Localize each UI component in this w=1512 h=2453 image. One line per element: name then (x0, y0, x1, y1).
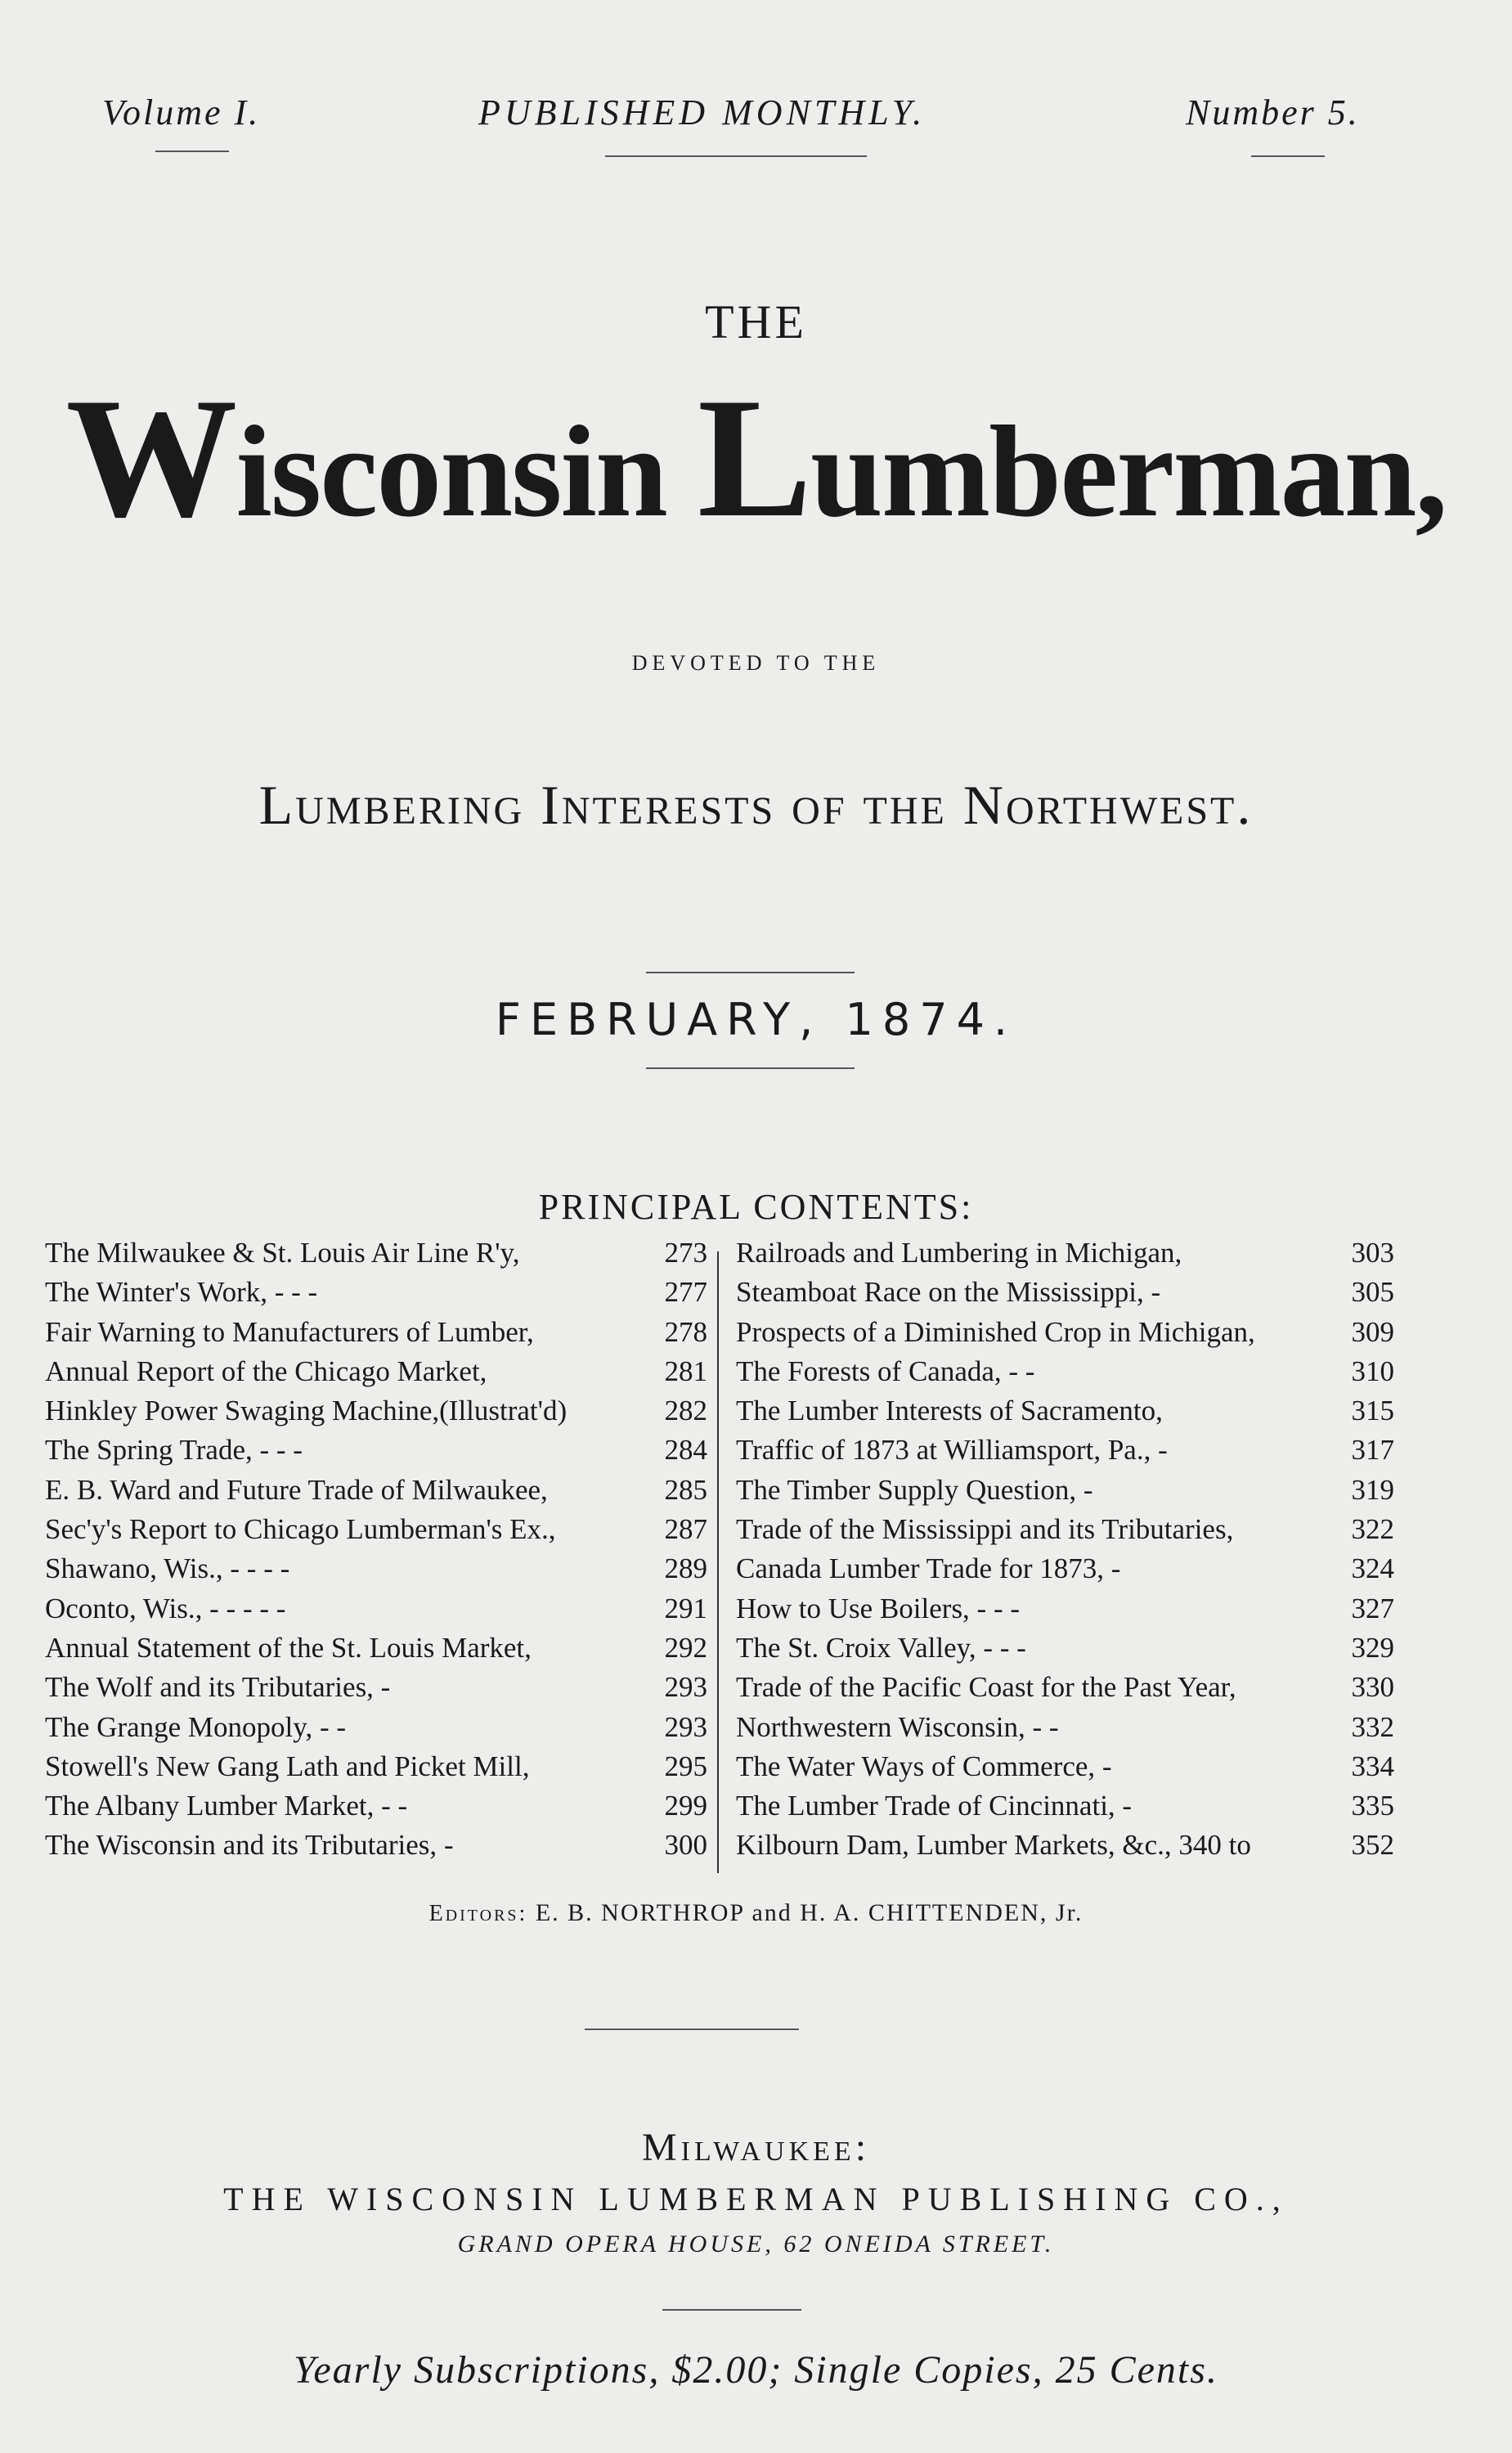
contents-entry (45, 1632, 707, 1671)
contents-entry (45, 1829, 707, 1868)
contents-entry-title: Fair Warning to Manufacturers of Lumber, (45, 1315, 534, 1348)
contents-entry (45, 1671, 707, 1710)
title-w-capital: W (65, 363, 236, 553)
contents-entry-title: Canada Lumber Trade for 1873, - (736, 1552, 1121, 1585)
contents-entry (45, 1750, 707, 1790)
contents-left-column (45, 1237, 707, 1869)
contents-entry-page: 330 (1351, 1671, 1394, 1704)
contents-entry-title: The St. Croix Valley, - - - (736, 1631, 1026, 1664)
contents-entry-title: The Grange Monopoly, - - (45, 1710, 347, 1743)
contents-entry-page: 284 (664, 1434, 707, 1467)
contents-entry (736, 1552, 1394, 1592)
contents-entry (736, 1829, 1394, 1868)
contents-entry-title: E. B. Ward and Future Trade of Milwaukee, (45, 1473, 548, 1506)
date-rule-top (646, 972, 855, 973)
title-l-rest: umberman, (810, 398, 1447, 544)
publisher-rule-bottom (662, 2309, 801, 2311)
publisher-rule-top (585, 2028, 799, 2030)
contents-entry (45, 1711, 707, 1750)
contents-entry (736, 1593, 1394, 1632)
contents-entry (736, 1276, 1394, 1315)
publication-title (0, 363, 1512, 553)
contents-entry-page: 309 (1351, 1315, 1394, 1348)
contents-entry-page: 335 (1351, 1790, 1394, 1822)
contents-entry (736, 1355, 1394, 1395)
contents-entry (736, 1711, 1394, 1750)
contents-entry-page: 334 (1351, 1750, 1394, 1782)
contents-entry-page: 322 (1351, 1513, 1394, 1546)
contents-entry (45, 1395, 707, 1434)
contents-entry (45, 1276, 707, 1315)
contents-entry (736, 1671, 1394, 1710)
contents-entry-page: 299 (664, 1790, 707, 1822)
contents-entry-page: 285 (664, 1473, 707, 1506)
contents-right-column (736, 1237, 1394, 1869)
contents-entry-page: 281 (664, 1355, 707, 1387)
contents-entry-page: 293 (664, 1671, 707, 1704)
contents-entry-page: 287 (664, 1513, 707, 1546)
contents-entry-title: Annual Statement of the St. Louis Market, (45, 1631, 532, 1664)
title-w-rest: isconsin (236, 398, 666, 544)
contents-entry-title: Northwestern Wisconsin, - - (736, 1710, 1059, 1743)
subscription-prices: Yearly Subscriptions, $2.00; Single Copies, 25 Cents. (294, 2348, 1218, 2392)
contents-entry-title: Trade of the Mississippi and its Tributaries, (736, 1513, 1234, 1546)
editors-names: E. B. NORTHROP and H. A. CHITTENDEN, Jr. (535, 1899, 1084, 1926)
contents-entry-page: 329 (1351, 1631, 1394, 1664)
contents-entry-page: 295 (664, 1750, 707, 1782)
contents-entry-page: 292 (664, 1631, 707, 1664)
contents-entry (45, 1316, 707, 1355)
contents-entry-title: Stowell's New Gang Lath and Picket Mill, (45, 1750, 530, 1782)
contents-entry-page: 352 (1351, 1829, 1394, 1862)
contents-entry-page: 291 (664, 1592, 707, 1624)
title-l-capital: L (697, 363, 810, 553)
contents-entry-title: The Wisconsin and its Tributaries, - (45, 1829, 454, 1862)
date-rule-bottom (646, 1067, 855, 1069)
volume-underline (155, 151, 229, 152)
contents-entry-page: 310 (1351, 1355, 1394, 1387)
contents-entry-title: Prospects of a Diminished Crop in Michigan, (736, 1315, 1255, 1348)
devoted-line: DEVOTED TO THE (631, 651, 881, 675)
contents-entry (736, 1632, 1394, 1671)
subtitle: Lumbering Interests of the Northwest. (258, 774, 1254, 836)
contents-entry-title: Oconto, Wis., - - - - - (45, 1592, 286, 1624)
publisher-address: GRAND OPERA HOUSE, 62 ONEIDA STREET. (457, 2231, 1055, 2258)
volume-label: Volume I. (102, 92, 261, 133)
publisher-name: THE WISCONSIN LUMBERMAN PUBLISHING CO., (223, 2181, 1289, 2217)
issue-date: FEBRUARY, 1874. (495, 994, 1017, 1045)
contents-entry (45, 1237, 707, 1276)
contents-entry-page: 315 (1351, 1395, 1394, 1427)
publisher-city: Milwaukee: (641, 2126, 871, 2169)
contents-entry (45, 1790, 707, 1829)
contents-heading: PRINCIPAL CONTENTS: (538, 1187, 974, 1227)
contents-entry (45, 1513, 707, 1552)
contents-entry-page: 277 (664, 1276, 707, 1309)
contents-entry-title: The Lumber Trade of Cincinnati, - (736, 1790, 1133, 1822)
contents-entry-title: Shawano, Wis., - - - - (45, 1552, 290, 1585)
contents-entry (45, 1434, 707, 1473)
contents-entry (736, 1790, 1394, 1829)
contents-entry-page: 278 (664, 1315, 707, 1348)
contents-entry-title: Sec'y's Report to Chicago Lumberman's Ex., (45, 1513, 556, 1546)
contents-entry-title: The Spring Trade, - - - (45, 1434, 303, 1467)
contents-entry-page: 303 (1351, 1237, 1394, 1269)
contents-entry-title: The Lumber Interests of Sacramento, (736, 1395, 1163, 1427)
issue-number-label: Number 5. (1186, 92, 1360, 133)
contents-entry-page: 332 (1351, 1710, 1394, 1743)
contents-entry-title: Kilbourn Dam, Lumber Markets, &c., 340 to (736, 1829, 1251, 1862)
contents-entry (45, 1355, 707, 1395)
frequency-underline (605, 155, 867, 157)
contents-entry-page: 293 (664, 1710, 707, 1743)
contents-entry-page: 289 (664, 1552, 707, 1585)
contents-entry (736, 1316, 1394, 1355)
contents-entry-title: The Forests of Canada, - - (736, 1355, 1035, 1387)
contents-entry-page: 273 (664, 1237, 707, 1269)
contents-entry-title: Annual Report of the Chicago Market, (45, 1355, 487, 1387)
title-article: THE (705, 295, 807, 348)
contents-entry (736, 1750, 1394, 1790)
contents-entry (45, 1474, 707, 1513)
contents-entry (736, 1513, 1394, 1552)
contents-entry-title: Traffic of 1873 at Williamsport, Pa., - (736, 1434, 1168, 1467)
contents-entry (736, 1237, 1394, 1276)
contents-entry-page: 319 (1351, 1473, 1394, 1506)
contents-entry-title: Railroads and Lumbering in Michigan, (736, 1237, 1182, 1269)
contents-entry-title: Hinkley Power Swaging Machine,(Illustrat'd) (45, 1395, 568, 1427)
contents-entry (45, 1552, 707, 1592)
contents-entry-title: The Timber Supply Question, - (736, 1473, 1093, 1506)
contents-entry-title: How to Use Boilers, - - - (736, 1592, 1021, 1624)
contents-entry-title: The Winter's Work, - - - (45, 1276, 318, 1309)
editors-line (0, 1899, 1512, 1927)
contents-entry-page: 324 (1351, 1552, 1394, 1585)
contents-entry-title: Steamboat Race on the Mississippi, - (736, 1276, 1161, 1309)
contents-entry-title: The Milwaukee & St. Louis Air Line R'y, (45, 1237, 520, 1269)
contents-entry-title: The Water Ways of Commerce, - (736, 1750, 1112, 1782)
contents-divider (717, 1251, 719, 1873)
contents-entry (736, 1434, 1394, 1473)
contents-entry-title: The Albany Lumber Market, - - (45, 1790, 408, 1822)
contents-entry-title: The Wolf and its Tributaries, - (45, 1671, 391, 1704)
contents-entry-page: 317 (1351, 1434, 1394, 1467)
contents-entry-page: 327 (1351, 1592, 1394, 1624)
contents-entry-title: Trade of the Pacific Coast for the Past Year, (736, 1671, 1236, 1704)
contents-entry-page: 305 (1351, 1276, 1394, 1309)
contents-entry (736, 1474, 1394, 1513)
number-underline (1251, 155, 1325, 157)
contents-entry (45, 1593, 707, 1632)
contents-entry-page: 300 (664, 1829, 707, 1862)
contents-entry-page: 282 (664, 1395, 707, 1427)
contents-entry (736, 1395, 1394, 1434)
editors-label: Editors: (428, 1901, 528, 1926)
frequency-label: PUBLISHED MONTHLY. (478, 92, 926, 133)
